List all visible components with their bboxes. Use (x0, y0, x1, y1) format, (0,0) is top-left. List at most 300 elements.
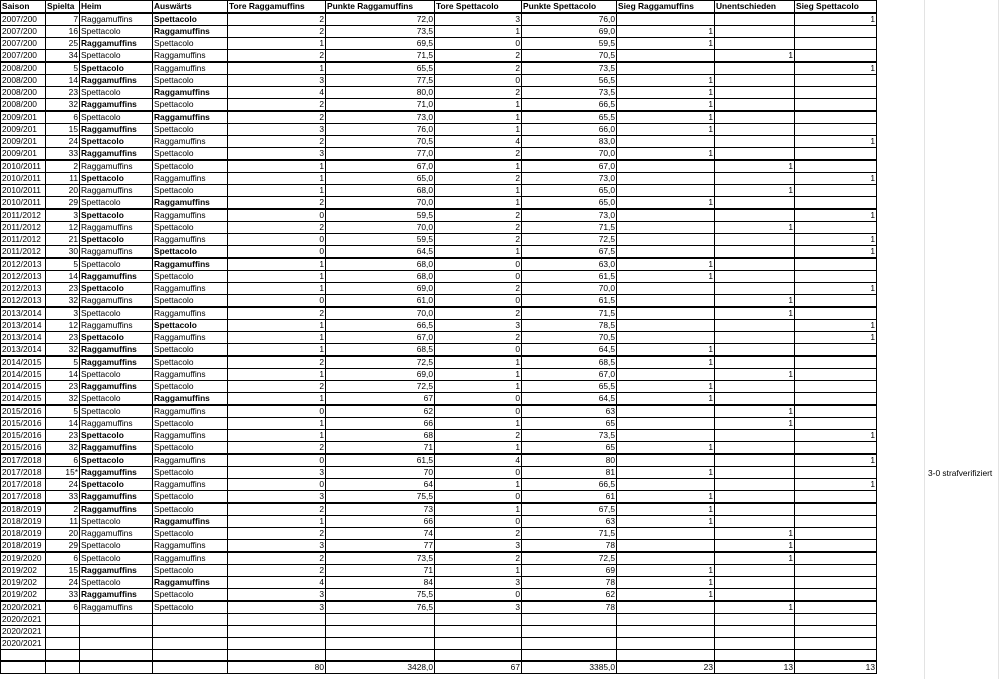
cell-punkte-raggamuffins[interactable]: 77 (326, 540, 435, 553)
cell-unentschieden[interactable] (715, 99, 795, 112)
cell-heim[interactable]: Raggamuffins (80, 13, 153, 26)
cell-tore-spettacolo[interactable] (435, 626, 522, 638)
cell-tore-raggamuffins[interactable]: 2 (228, 99, 326, 112)
cell-punkte-spettacolo[interactable]: 63 (522, 405, 617, 418)
cell-saison[interactable]: 2017/2018 (1, 467, 46, 479)
cell-sieg-raggamuffins[interactable] (617, 528, 715, 540)
cell-auswaerts[interactable]: Spettacolo (153, 148, 228, 161)
cell-sieg-spettacolo[interactable] (795, 516, 877, 528)
cell-tore-raggamuffins[interactable]: 2 (228, 552, 326, 565)
cell-tore-raggamuffins[interactable]: 3 (228, 467, 326, 479)
cell-sieg-raggamuffins[interactable]: 1 (617, 148, 715, 161)
cell-sieg-raggamuffins[interactable]: 1 (617, 111, 715, 124)
cell-sieg-spettacolo[interactable] (795, 442, 877, 455)
cell-punkte-raggamuffins[interactable]: 71 (326, 565, 435, 577)
cell-tore-spettacolo[interactable]: 1 (435, 442, 522, 455)
cell-auswaerts[interactable]: Raggamuffins (153, 516, 228, 528)
cell-sieg-spettacolo[interactable] (795, 344, 877, 357)
cell-heim[interactable]: Spettacolo (80, 307, 153, 320)
cell-heim[interactable]: Raggamuffins (80, 356, 153, 369)
empty-cell[interactable] (228, 650, 326, 661)
cell-sieg-spettacolo[interactable] (795, 491, 877, 504)
cell-auswaerts[interactable]: Spettacolo (153, 271, 228, 283)
cell-heim[interactable]: Raggamuffins (80, 528, 153, 540)
cell-auswaerts[interactable]: Spettacolo (153, 99, 228, 112)
cell-auswaerts[interactable]: Spettacolo (153, 295, 228, 308)
cell-unentschieden[interactable]: 1 (715, 222, 795, 234)
cell-punkte-raggamuffins[interactable]: 66 (326, 418, 435, 430)
cell-heim[interactable]: Spettacolo (80, 577, 153, 589)
cell-tore-spettacolo[interactable]: 0 (435, 516, 522, 528)
cell-spieltag[interactable]: 5 (46, 62, 80, 75)
cell-heim[interactable]: Raggamuffins (80, 222, 153, 234)
cell-saison[interactable]: 2012/2013 (1, 258, 46, 271)
cell-tore-spettacolo[interactable]: 2 (435, 209, 522, 222)
cell-unentschieden[interactable]: 1 (715, 601, 795, 614)
cell-heim[interactable]: Spettacolo (80, 430, 153, 442)
cell-sieg-spettacolo[interactable] (795, 638, 877, 650)
cell-unentschieden[interactable] (715, 565, 795, 577)
cell-sieg-raggamuffins[interactable] (617, 234, 715, 246)
cell-punkte-spettacolo[interactable]: 78,5 (522, 320, 617, 332)
cell-heim[interactable]: Raggamuffins (80, 99, 153, 112)
cell-sieg-spettacolo[interactable]: 1 (795, 332, 877, 344)
cell-punkte-spettacolo[interactable]: 81 (522, 467, 617, 479)
empty-cell[interactable] (80, 661, 153, 674)
cell-saison[interactable]: 2020/2021 (1, 638, 46, 650)
cell-punkte-raggamuffins[interactable] (326, 614, 435, 626)
total-sieg-raggamuffins[interactable]: 23 (617, 661, 715, 674)
cell-tore-spettacolo[interactable]: 1 (435, 369, 522, 381)
cell-spieltag[interactable]: 14 (46, 271, 80, 283)
cell-tore-raggamuffins[interactable]: 1 (228, 173, 326, 185)
cell-auswaerts[interactable]: Spettacolo (153, 565, 228, 577)
cell-unentschieden[interactable] (715, 209, 795, 222)
cell-punkte-raggamuffins[interactable]: 68 (326, 430, 435, 442)
cell-punkte-spettacolo[interactable]: 78 (522, 601, 617, 614)
cell-saison[interactable]: 2013/2014 (1, 332, 46, 344)
cell-auswaerts[interactable]: Spettacolo (153, 381, 228, 393)
cell-punkte-spettacolo[interactable]: 67,5 (522, 246, 617, 259)
cell-tore-spettacolo[interactable]: 0 (435, 38, 522, 50)
empty-cell[interactable] (80, 650, 153, 661)
cell-punkte-raggamuffins[interactable]: 73,5 (326, 26, 435, 38)
cell-sieg-raggamuffins[interactable]: 1 (617, 258, 715, 271)
cell-punkte-raggamuffins[interactable]: 67 (326, 393, 435, 406)
cell-spieltag[interactable]: 20 (46, 185, 80, 197)
cell-punkte-spettacolo[interactable]: 63,0 (522, 258, 617, 271)
cell-auswaerts[interactable]: Spettacolo (153, 13, 228, 26)
cell-unentschieden[interactable] (715, 246, 795, 259)
cell-spieltag[interactable]: 15 (46, 124, 80, 136)
cell-heim[interactable]: Raggamuffins (80, 467, 153, 479)
cell-auswaerts[interactable]: Spettacolo (153, 528, 228, 540)
cell-sieg-spettacolo[interactable] (795, 160, 877, 173)
cell-auswaerts[interactable]: Spettacolo (153, 601, 228, 614)
cell-tore-spettacolo[interactable]: 0 (435, 75, 522, 87)
cell-tore-raggamuffins[interactable]: 0 (228, 246, 326, 259)
cell-punkte-raggamuffins[interactable]: 62 (326, 405, 435, 418)
cell-unentschieden[interactable] (715, 638, 795, 650)
cell-sieg-spettacolo[interactable] (795, 26, 877, 38)
cell-sieg-spettacolo[interactable] (795, 148, 877, 161)
cell-tore-raggamuffins[interactable]: 1 (228, 38, 326, 50)
cell-saison[interactable]: 2017/2018 (1, 454, 46, 467)
cell-punkte-spettacolo[interactable]: 73,0 (522, 173, 617, 185)
cell-sieg-raggamuffins[interactable] (617, 638, 715, 650)
cell-unentschieden[interactable] (715, 356, 795, 369)
cell-tore-spettacolo[interactable]: 4 (435, 454, 522, 467)
cell-saison[interactable]: 2011/2012 (1, 246, 46, 259)
cell-heim[interactable]: Spettacolo (80, 258, 153, 271)
cell-sieg-spettacolo[interactable]: 1 (795, 479, 877, 491)
cell-auswaerts[interactable]: Raggamuffins (153, 332, 228, 344)
header-cell[interactable]: Sieg Raggamuffins (617, 1, 715, 14)
cell-auswaerts[interactable] (153, 614, 228, 626)
cell-heim[interactable]: Spettacolo (80, 369, 153, 381)
empty-cell[interactable] (46, 650, 80, 661)
cell-tore-raggamuffins[interactable]: 4 (228, 577, 326, 589)
cell-sieg-spettacolo[interactable] (795, 75, 877, 87)
cell-saison[interactable]: 2013/2014 (1, 344, 46, 357)
header-cell[interactable]: Heim (80, 1, 153, 14)
cell-sieg-raggamuffins[interactable] (617, 626, 715, 638)
cell-saison[interactable]: 2018/2019 (1, 528, 46, 540)
cell-tore-raggamuffins[interactable]: 0 (228, 209, 326, 222)
cell-auswaerts[interactable]: Raggamuffins (153, 479, 228, 491)
cell-sieg-spettacolo[interactable]: 1 (795, 209, 877, 222)
cell-punkte-raggamuffins[interactable]: 67,0 (326, 160, 435, 173)
cell-tore-spettacolo[interactable]: 0 (435, 258, 522, 271)
cell-auswaerts[interactable]: Spettacolo (153, 124, 228, 136)
cell-saison[interactable]: 2019/202 (1, 577, 46, 589)
cell-sieg-spettacolo[interactable] (795, 295, 877, 308)
cell-sieg-spettacolo[interactable] (795, 111, 877, 124)
cell-sieg-raggamuffins[interactable] (617, 405, 715, 418)
cell-sieg-spettacolo[interactable] (795, 99, 877, 112)
cell-sieg-spettacolo[interactable] (795, 614, 877, 626)
cell-heim[interactable] (80, 626, 153, 638)
cell-spieltag[interactable]: 5 (46, 356, 80, 369)
cell-punkte-spettacolo[interactable]: 78 (522, 540, 617, 553)
cell-heim[interactable] (80, 638, 153, 650)
cell-heim[interactable]: Spettacolo (80, 454, 153, 467)
cell-saison[interactable]: 2009/201 (1, 111, 46, 124)
cell-spieltag[interactable]: 33 (46, 491, 80, 504)
cell-tore-spettacolo[interactable]: 0 (435, 491, 522, 504)
cell-tore-raggamuffins[interactable]: 4 (228, 87, 326, 99)
cell-punkte-raggamuffins[interactable]: 74 (326, 528, 435, 540)
cell-spieltag[interactable]: 7 (46, 13, 80, 26)
cell-auswaerts[interactable]: Raggamuffins (153, 197, 228, 210)
cell-unentschieden[interactable] (715, 430, 795, 442)
cell-sieg-raggamuffins[interactable] (617, 13, 715, 26)
cell-heim[interactable]: Raggamuffins (80, 148, 153, 161)
total-tore-raggamuffins[interactable]: 80 (228, 661, 326, 674)
cell-punkte-raggamuffins[interactable]: 80,0 (326, 87, 435, 99)
cell-tore-raggamuffins[interactable]: 1 (228, 185, 326, 197)
cell-sieg-spettacolo[interactable] (795, 601, 877, 614)
cell-punkte-raggamuffins[interactable]: 70,5 (326, 136, 435, 148)
cell-sieg-raggamuffins[interactable]: 1 (617, 577, 715, 589)
cell-saison[interactable]: 2008/200 (1, 62, 46, 75)
total-punkte-raggamuffins[interactable]: 3428,0 (326, 661, 435, 674)
cell-spieltag[interactable]: 23 (46, 283, 80, 295)
cell-punkte-spettacolo[interactable]: 66,5 (522, 99, 617, 112)
cell-punkte-raggamuffins[interactable]: 67,0 (326, 332, 435, 344)
cell-sieg-spettacolo[interactable] (795, 589, 877, 602)
cell-tore-spettacolo[interactable]: 4 (435, 136, 522, 148)
cell-auswaerts[interactable]: Spettacolo (153, 418, 228, 430)
cell-punkte-raggamuffins[interactable]: 72,5 (326, 356, 435, 369)
cell-tore-spettacolo[interactable]: 2 (435, 283, 522, 295)
cell-sieg-spettacolo[interactable]: 1 (795, 173, 877, 185)
cell-saison[interactable]: 2012/2013 (1, 283, 46, 295)
cell-saison[interactable]: 2018/2019 (1, 503, 46, 516)
cell-spieltag[interactable]: 23 (46, 87, 80, 99)
cell-unentschieden[interactable]: 1 (715, 405, 795, 418)
header-cell[interactable]: Saison (1, 1, 46, 14)
cell-tore-spettacolo[interactable]: 0 (435, 393, 522, 406)
cell-saison[interactable]: 2009/201 (1, 148, 46, 161)
cell-sieg-raggamuffins[interactable]: 1 (617, 38, 715, 50)
cell-sieg-spettacolo[interactable]: 1 (795, 430, 877, 442)
cell-tore-spettacolo[interactable]: 2 (435, 50, 522, 63)
cell-punkte-spettacolo[interactable] (522, 638, 617, 650)
cell-auswaerts[interactable]: Raggamuffins (153, 283, 228, 295)
cell-tore-spettacolo[interactable]: 1 (435, 99, 522, 112)
cell-auswaerts[interactable]: Raggamuffins (153, 209, 228, 222)
empty-cell[interactable] (1, 650, 46, 661)
cell-punkte-raggamuffins[interactable]: 77,0 (326, 148, 435, 161)
cell-unentschieden[interactable] (715, 148, 795, 161)
cell-auswaerts[interactable] (153, 626, 228, 638)
cell-punkte-spettacolo[interactable]: 76,0 (522, 13, 617, 26)
cell-spieltag[interactable]: 12 (46, 222, 80, 234)
cell-heim[interactable]: Spettacolo (80, 50, 153, 63)
cell-heim[interactable]: Spettacolo (80, 393, 153, 406)
cell-saison[interactable]: 2015/2016 (1, 442, 46, 455)
cell-tore-raggamuffins[interactable]: 0 (228, 234, 326, 246)
cell-tore-raggamuffins[interactable]: 1 (228, 516, 326, 528)
cell-sieg-raggamuffins[interactable]: 1 (617, 99, 715, 112)
cell-tore-raggamuffins[interactable]: 1 (228, 271, 326, 283)
cell-sieg-spettacolo[interactable] (795, 50, 877, 63)
cell-sieg-spettacolo[interactable] (795, 222, 877, 234)
cell-spieltag[interactable]: 5 (46, 258, 80, 271)
cell-sieg-raggamuffins[interactable] (617, 283, 715, 295)
cell-auswaerts[interactable]: Raggamuffins (153, 393, 228, 406)
cell-auswaerts[interactable]: Raggamuffins (153, 87, 228, 99)
cell-tore-spettacolo[interactable]: 2 (435, 234, 522, 246)
cell-unentschieden[interactable]: 1 (715, 295, 795, 308)
cell-auswaerts[interactable]: Raggamuffins (153, 577, 228, 589)
cell-sieg-spettacolo[interactable] (795, 552, 877, 565)
cell-heim[interactable]: Raggamuffins (80, 320, 153, 332)
cell-unentschieden[interactable]: 1 (715, 307, 795, 320)
cell-spieltag[interactable] (46, 626, 80, 638)
cell-spieltag[interactable]: 23 (46, 381, 80, 393)
cell-tore-raggamuffins[interactable]: 2 (228, 111, 326, 124)
cell-unentschieden[interactable] (715, 491, 795, 504)
cell-heim[interactable]: Raggamuffins (80, 491, 153, 504)
cell-heim[interactable]: Raggamuffins (80, 38, 153, 50)
cell-tore-raggamuffins[interactable]: 3 (228, 540, 326, 553)
cell-heim[interactable]: Spettacolo (80, 405, 153, 418)
cell-tore-spettacolo[interactable]: 1 (435, 381, 522, 393)
empty-cell[interactable] (46, 661, 80, 674)
cell-tore-raggamuffins[interactable]: 1 (228, 418, 326, 430)
cell-spieltag[interactable]: 3 (46, 209, 80, 222)
cell-tore-spettacolo[interactable]: 2 (435, 430, 522, 442)
cell-spieltag[interactable]: 24 (46, 479, 80, 491)
cell-spieltag[interactable]: 20 (46, 528, 80, 540)
cell-auswaerts[interactable]: Raggamuffins (153, 136, 228, 148)
total-punkte-spettacolo[interactable]: 3385,0 (522, 661, 617, 674)
cell-saison[interactable]: 2011/2012 (1, 222, 46, 234)
cell-tore-spettacolo[interactable]: 3 (435, 601, 522, 614)
cell-auswaerts[interactable]: Raggamuffins (153, 234, 228, 246)
cell-heim[interactable]: Spettacolo (80, 136, 153, 148)
cell-tore-raggamuffins[interactable] (228, 614, 326, 626)
cell-spieltag[interactable]: 32 (46, 344, 80, 357)
cell-heim[interactable]: Spettacolo (80, 87, 153, 99)
cell-heim[interactable]: Raggamuffins (80, 160, 153, 173)
cell-spieltag[interactable]: 32 (46, 393, 80, 406)
cell-unentschieden[interactable] (715, 503, 795, 516)
cell-sieg-raggamuffins[interactable] (617, 222, 715, 234)
cell-punkte-spettacolo[interactable]: 69 (522, 565, 617, 577)
cell-tore-raggamuffins[interactable]: 1 (228, 344, 326, 357)
cell-spieltag[interactable]: 15* (46, 467, 80, 479)
annotation-note[interactable]: 3-0 strafverifiziert (928, 468, 993, 478)
cell-tore-spettacolo[interactable]: 3 (435, 577, 522, 589)
cell-sieg-raggamuffins[interactable]: 1 (617, 26, 715, 38)
cell-punkte-raggamuffins[interactable]: 73 (326, 503, 435, 516)
cell-unentschieden[interactable] (715, 344, 795, 357)
cell-heim[interactable]: Spettacolo (80, 332, 153, 344)
cell-auswaerts[interactable]: Raggamuffins (153, 111, 228, 124)
cell-punkte-raggamuffins[interactable]: 70,0 (326, 222, 435, 234)
cell-tore-raggamuffins[interactable]: 3 (228, 491, 326, 504)
cell-sieg-raggamuffins[interactable] (617, 454, 715, 467)
cell-punkte-spettacolo[interactable]: 73,5 (522, 430, 617, 442)
cell-saison[interactable]: 2018/2019 (1, 540, 46, 553)
cell-tore-raggamuffins[interactable]: 0 (228, 295, 326, 308)
cell-spieltag[interactable]: 23 (46, 430, 80, 442)
cell-tore-spettacolo[interactable]: 2 (435, 552, 522, 565)
cell-sieg-raggamuffins[interactable]: 1 (617, 467, 715, 479)
cell-sieg-spettacolo[interactable] (795, 197, 877, 210)
cell-tore-spettacolo[interactable]: 3 (435, 13, 522, 26)
cell-punkte-raggamuffins[interactable]: 76,0 (326, 124, 435, 136)
cell-punkte-spettacolo[interactable]: 61,5 (522, 271, 617, 283)
cell-punkte-spettacolo[interactable]: 70,5 (522, 332, 617, 344)
cell-punkte-spettacolo[interactable]: 73,5 (522, 87, 617, 99)
cell-heim[interactable]: Raggamuffins (80, 418, 153, 430)
cell-tore-spettacolo[interactable]: 1 (435, 160, 522, 173)
cell-spieltag[interactable] (46, 638, 80, 650)
cell-punkte-raggamuffins[interactable]: 61,5 (326, 454, 435, 467)
cell-sieg-raggamuffins[interactable] (617, 136, 715, 148)
cell-tore-raggamuffins[interactable]: 1 (228, 369, 326, 381)
cell-unentschieden[interactable] (715, 442, 795, 455)
cell-punkte-spettacolo[interactable]: 61 (522, 491, 617, 504)
cell-unentschieden[interactable] (715, 26, 795, 38)
cell-saison[interactable]: 2011/2012 (1, 209, 46, 222)
cell-tore-spettacolo[interactable]: 3 (435, 540, 522, 553)
cell-tore-raggamuffins[interactable] (228, 638, 326, 650)
cell-tore-spettacolo[interactable]: 1 (435, 246, 522, 259)
cell-saison[interactable]: 2019/202 (1, 565, 46, 577)
cell-sieg-raggamuffins[interactable] (617, 332, 715, 344)
cell-saison[interactable]: 2013/2014 (1, 307, 46, 320)
cell-unentschieden[interactable] (715, 332, 795, 344)
cell-sieg-spettacolo[interactable] (795, 124, 877, 136)
cell-unentschieden[interactable] (715, 320, 795, 332)
header-cell[interactable]: Tore Raggamuffins (228, 1, 326, 14)
cell-punkte-spettacolo[interactable]: 68,5 (522, 356, 617, 369)
cell-sieg-spettacolo[interactable] (795, 87, 877, 99)
cell-punkte-raggamuffins[interactable]: 65,5 (326, 62, 435, 75)
cell-tore-raggamuffins[interactable]: 2 (228, 528, 326, 540)
cell-unentschieden[interactable]: 1 (715, 369, 795, 381)
cell-punkte-raggamuffins[interactable]: 72,0 (326, 13, 435, 26)
cell-punkte-raggamuffins[interactable]: 71,0 (326, 99, 435, 112)
header-cell[interactable]: Punkte Spettacolo (522, 1, 617, 14)
cell-spieltag[interactable]: 14 (46, 418, 80, 430)
cell-sieg-raggamuffins[interactable] (617, 307, 715, 320)
cell-heim[interactable]: Raggamuffins (80, 503, 153, 516)
cell-unentschieden[interactable]: 1 (715, 528, 795, 540)
cell-saison[interactable]: 2009/201 (1, 136, 46, 148)
cell-unentschieden[interactable] (715, 87, 795, 99)
cell-sieg-raggamuffins[interactable] (617, 185, 715, 197)
cell-tore-spettacolo[interactable]: 2 (435, 332, 522, 344)
cell-punkte-raggamuffins[interactable]: 84 (326, 577, 435, 589)
cell-unentschieden[interactable] (715, 393, 795, 406)
cell-punkte-raggamuffins[interactable]: 66 (326, 516, 435, 528)
cell-punkte-raggamuffins[interactable]: 71 (326, 442, 435, 455)
cell-saison[interactable]: 2012/2013 (1, 271, 46, 283)
cell-spieltag[interactable]: 32 (46, 295, 80, 308)
cell-tore-raggamuffins[interactable]: 2 (228, 503, 326, 516)
cell-punkte-raggamuffins[interactable]: 68,5 (326, 344, 435, 357)
cell-tore-spettacolo[interactable]: 1 (435, 418, 522, 430)
cell-punkte-spettacolo[interactable]: 67,0 (522, 369, 617, 381)
cell-tore-spettacolo[interactable]: 0 (435, 295, 522, 308)
cell-sieg-raggamuffins[interactable] (617, 430, 715, 442)
cell-sieg-raggamuffins[interactable] (617, 418, 715, 430)
cell-tore-raggamuffins[interactable]: 3 (228, 601, 326, 614)
cell-saison[interactable]: 2007/200 (1, 50, 46, 63)
cell-punkte-raggamuffins[interactable]: 61,0 (326, 295, 435, 308)
cell-heim[interactable]: Raggamuffins (80, 381, 153, 393)
cell-spieltag[interactable]: 2 (46, 503, 80, 516)
cell-tore-spettacolo[interactable]: 2 (435, 173, 522, 185)
cell-spieltag[interactable]: 21 (46, 234, 80, 246)
cell-heim[interactable]: Raggamuffins (80, 565, 153, 577)
cell-unentschieden[interactable]: 1 (715, 552, 795, 565)
cell-spieltag[interactable]: 29 (46, 197, 80, 210)
cell-tore-raggamuffins[interactable]: 2 (228, 356, 326, 369)
cell-heim[interactable]: Raggamuffins (80, 124, 153, 136)
cell-saison[interactable]: 2009/201 (1, 124, 46, 136)
cell-spieltag[interactable]: 32 (46, 99, 80, 112)
cell-sieg-spettacolo[interactable]: 1 (795, 454, 877, 467)
cell-unentschieden[interactable]: 1 (715, 418, 795, 430)
cell-heim[interactable]: Spettacolo (80, 552, 153, 565)
